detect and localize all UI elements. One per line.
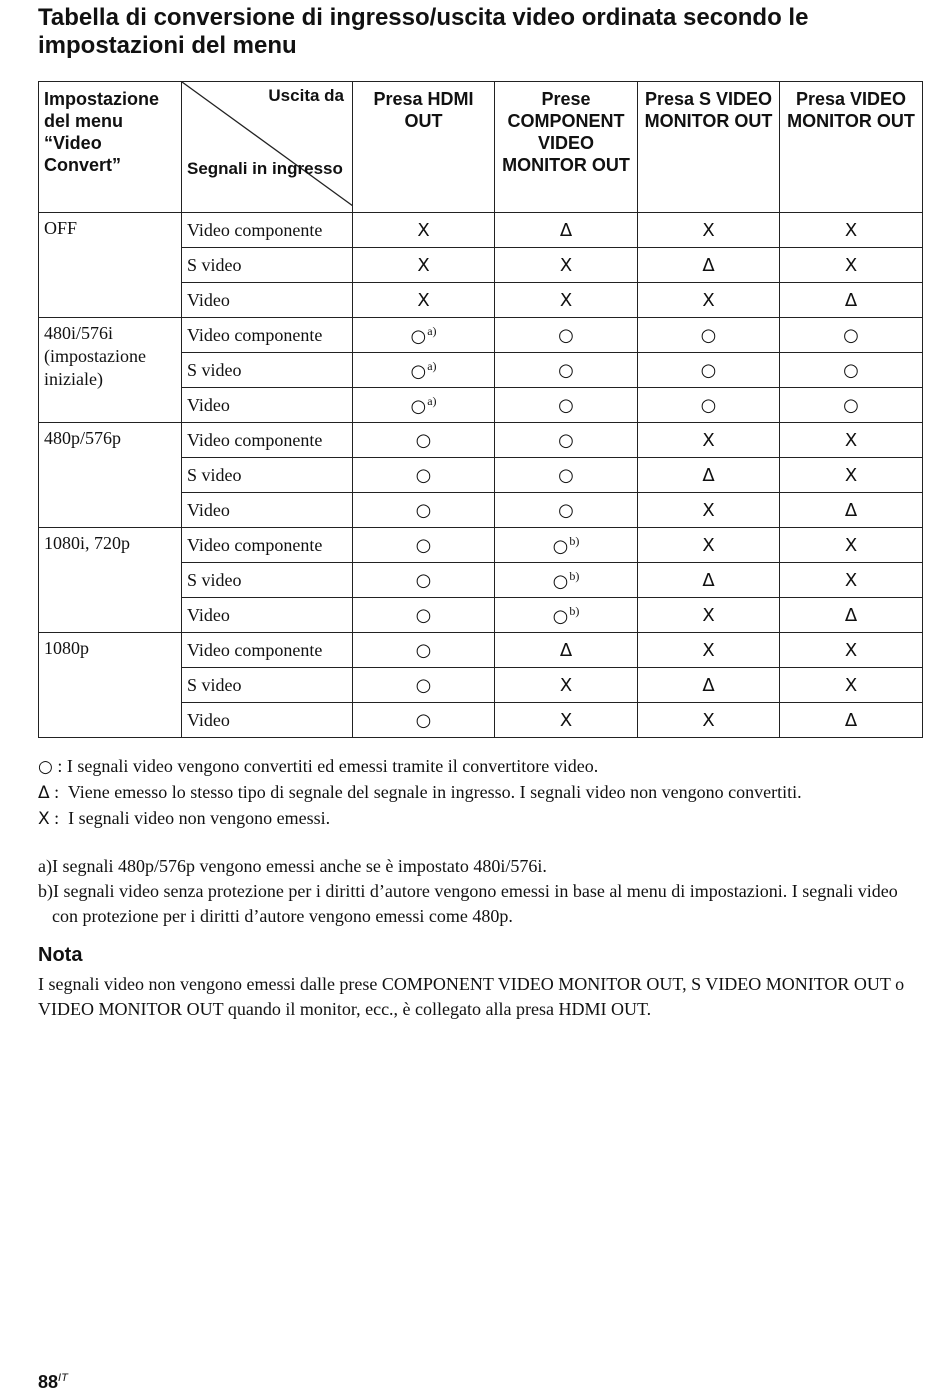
output-symbol: ○ — [552, 570, 569, 592]
input-signal-cell: S video — [182, 458, 353, 493]
output-cell — [353, 668, 495, 703]
output-symbol: X — [559, 674, 573, 696]
output-symbol: Δ — [844, 289, 858, 311]
output-cell — [638, 563, 780, 598]
output-cell — [495, 493, 638, 528]
output-symbol: X — [702, 429, 715, 451]
header-output-video: Presa VIDEO MONITOR OUT — [780, 82, 923, 213]
output-symbol: Δ — [844, 499, 858, 521]
output-cell — [353, 493, 495, 528]
table-row — [39, 213, 923, 248]
cross-icon: X — [38, 809, 50, 829]
output-symbol: X — [844, 534, 858, 556]
nota-text: I segnali video non vengono emessi dalle prese COMPONENT VIDEO MONITOR OUT, S VIDEO MONITOR OUT o VIDEO MONITOR OUT quando il monitor, ecc., è collegato alla presa HDMI OUT. — [38, 974, 905, 1019]
output-symbol: X — [702, 604, 715, 626]
output-symbol: ○ — [415, 604, 432, 626]
output-symbol: ○ — [415, 499, 432, 521]
output-symbol: ○ — [552, 605, 569, 627]
output-cell — [353, 248, 495, 283]
output-cell — [638, 248, 780, 283]
legend-text: Viene emesso lo stesso tipo di segnale del segnale in ingresso. I segnali video non vengono convertiti. — [67, 782, 802, 802]
output-symbol: ○ — [558, 359, 574, 381]
output-symbol: Δ — [702, 464, 715, 486]
page-number — [38, 1372, 68, 1393]
legend — [38, 754, 928, 832]
output-cell — [638, 703, 780, 738]
input-signal-cell: Video componente — [182, 318, 353, 353]
conversion-table — [38, 81, 923, 738]
output-cell — [495, 563, 638, 598]
footnotes — [38, 854, 918, 929]
output-cell — [353, 353, 495, 388]
footnote-marker: b) — [569, 603, 580, 618]
output-symbol: ○ — [558, 499, 574, 521]
output-symbol: ○ — [410, 360, 427, 382]
output-symbol: Δ — [844, 709, 858, 731]
input-signal-cell: Video componente — [182, 633, 353, 668]
output-symbol: X — [417, 219, 430, 241]
output-symbol: ○ — [700, 324, 717, 346]
output-symbol: X — [844, 639, 858, 661]
triangle-icon: Δ — [38, 783, 50, 803]
input-signal-cell: Video — [182, 598, 353, 633]
output-symbol: ○ — [700, 394, 717, 416]
output-symbol: ○ — [700, 359, 717, 381]
output-symbol: ○ — [558, 324, 574, 346]
output-cell — [495, 633, 638, 668]
header-output-svideo: Presa S VIDEO MONITOR OUT — [638, 82, 780, 213]
output-cell — [638, 528, 780, 563]
setting-cell: 1080p — [39, 633, 182, 738]
output-cell — [495, 528, 638, 563]
legend-item: X : I segnali video non vengono emessi. — [38, 806, 928, 832]
output-cell — [495, 213, 638, 248]
output-cell — [638, 318, 780, 353]
output-cell — [353, 423, 495, 458]
output-symbol: Δ — [559, 639, 573, 661]
legend-item: ○ : I segnali video vengono convertiti ed emessi tramite il convertitore video. — [38, 754, 928, 780]
output-cell — [353, 458, 495, 493]
output-symbol: ○ — [415, 709, 432, 731]
header-diagonal-cell — [182, 82, 353, 213]
output-symbol: X — [844, 429, 858, 451]
output-symbol: ○ — [410, 395, 427, 417]
output-cell — [780, 703, 923, 738]
output-symbol: ○ — [410, 325, 427, 347]
input-signal-cell: S video — [182, 353, 353, 388]
output-cell — [638, 353, 780, 388]
output-cell — [780, 458, 923, 493]
table-row — [39, 318, 923, 353]
footnote-a: a)I segnali 480p/576p vengono emessi anche se è impostato 480i/576i. — [38, 856, 547, 876]
output-symbol: Δ — [702, 674, 715, 696]
output-cell — [353, 283, 495, 318]
output-cell — [638, 283, 780, 318]
output-cell — [353, 703, 495, 738]
output-symbol: X — [844, 219, 858, 241]
page-number-value: 88 — [38, 1372, 59, 1392]
header-output-from: Uscita da — [268, 86, 344, 105]
input-signal-cell: Video — [182, 283, 353, 318]
output-symbol: X — [702, 499, 715, 521]
footnote-marker: b) — [569, 568, 580, 583]
output-symbol: ○ — [558, 394, 574, 416]
legend-text: I segnali video vengono convertiti ed emessi tramite il convertitore video. — [66, 756, 599, 776]
output-cell — [638, 423, 780, 458]
output-cell — [780, 388, 923, 423]
output-cell — [780, 283, 923, 318]
output-cell — [638, 598, 780, 633]
table-row — [39, 528, 923, 563]
output-cell — [495, 353, 638, 388]
output-cell — [353, 528, 495, 563]
output-symbol: ○ — [843, 359, 859, 381]
header-output-hdmi: Presa HDMI OUT — [353, 82, 495, 213]
output-cell — [638, 668, 780, 703]
output-symbol: ○ — [558, 429, 574, 451]
input-signal-cell: Video componente — [182, 213, 353, 248]
setting-cell: 1080i, 720p — [39, 528, 182, 633]
output-cell — [495, 248, 638, 283]
output-symbol: X — [559, 709, 573, 731]
output-cell — [780, 423, 923, 458]
output-symbol: ○ — [415, 464, 432, 486]
footnote-marker: a) — [427, 323, 437, 338]
footnote-marker: a) — [427, 358, 437, 373]
table-row — [39, 423, 923, 458]
output-cell — [638, 213, 780, 248]
output-cell — [780, 598, 923, 633]
output-cell — [495, 388, 638, 423]
input-signal-cell: S video — [182, 563, 353, 598]
output-cell — [780, 633, 923, 668]
input-signal-cell: S video — [182, 668, 353, 703]
output-cell — [780, 213, 923, 248]
footnote-marker: a) — [427, 393, 437, 408]
output-cell — [780, 248, 923, 283]
output-cell — [353, 563, 495, 598]
setting-cell: 480i/576i (impostazione iniziale) — [39, 318, 182, 423]
output-symbol: ○ — [843, 394, 859, 416]
output-symbol: ○ — [843, 324, 859, 346]
output-cell — [353, 318, 495, 353]
table-row — [39, 633, 923, 668]
legend-item: Δ : Viene emesso lo stesso tipo di segnale del segnale in ingresso. I segnali video non vengono convertiti. — [38, 780, 928, 806]
output-cell — [780, 668, 923, 703]
output-symbol: Δ — [844, 604, 858, 626]
output-cell — [780, 563, 923, 598]
output-symbol: X — [702, 534, 715, 556]
output-symbol: X — [417, 254, 430, 276]
output-symbol: X — [702, 709, 715, 731]
output-cell — [638, 458, 780, 493]
output-symbol: ○ — [415, 429, 432, 451]
output-symbol: X — [702, 289, 715, 311]
output-symbol: X — [559, 254, 573, 276]
output-cell — [638, 388, 780, 423]
output-symbol: X — [844, 254, 858, 276]
output-symbol: X — [702, 639, 715, 661]
output-cell — [353, 388, 495, 423]
output-cell — [353, 633, 495, 668]
output-symbol: Δ — [702, 569, 715, 591]
legend-text: I segnali video non vengono emessi. — [68, 808, 331, 828]
output-symbol: X — [844, 674, 858, 696]
output-symbol: ○ — [558, 464, 574, 486]
output-symbol: ○ — [415, 534, 432, 556]
header-row — [39, 82, 923, 213]
header-setting: Impostazione del menu “Video Convert” — [39, 82, 182, 213]
input-signal-cell: Video — [182, 493, 353, 528]
output-symbol: X — [417, 289, 430, 311]
table-body — [39, 213, 923, 738]
output-cell — [495, 423, 638, 458]
output-symbol: Δ — [702, 254, 715, 276]
output-cell — [780, 353, 923, 388]
input-signal-cell: S video — [182, 248, 353, 283]
output-cell — [780, 493, 923, 528]
header-input-signals: Segnali in ingresso — [187, 159, 343, 178]
output-cell — [780, 528, 923, 563]
input-signal-cell: Video componente — [182, 423, 353, 458]
input-signal-cell: Video componente — [182, 528, 353, 563]
output-cell — [638, 633, 780, 668]
footnote-b: b)I segnali video senza protezione per i diritti d’autore vengono emessi in base al menu di impostazioni. I segnali video con protezione per i diritti d’autore vengono emessi come 480p. — [38, 881, 898, 926]
output-symbol: Δ — [559, 219, 573, 241]
setting-cell: 480p/576p — [39, 423, 182, 528]
output-cell — [495, 598, 638, 633]
output-cell — [353, 598, 495, 633]
page-number-suffix: IT — [58, 1372, 68, 1384]
setting-cell: OFF — [39, 213, 182, 318]
output-symbol: X — [844, 464, 858, 486]
output-symbol: ○ — [415, 639, 432, 661]
output-cell — [495, 668, 638, 703]
circle-icon: ○ — [38, 757, 53, 777]
output-symbol: X — [702, 219, 715, 241]
output-cell — [495, 458, 638, 493]
output-symbol: X — [559, 289, 573, 311]
output-symbol: X — [844, 569, 858, 591]
output-cell — [495, 318, 638, 353]
nota-heading: Nota — [38, 944, 83, 966]
page-title: Tabella di conversione di ingresso/uscita video ordinata secondo le impostazioni del menu — [38, 4, 809, 59]
header-output-component: Prese COMPONENT VIDEO MONITOR OUT — [495, 82, 638, 213]
input-signal-cell: Video — [182, 703, 353, 738]
output-symbol: ○ — [552, 535, 569, 557]
output-symbol: ○ — [415, 674, 432, 696]
output-cell — [495, 703, 638, 738]
output-cell — [353, 213, 495, 248]
output-symbol: ○ — [415, 569, 432, 591]
input-signal-cell: Video — [182, 388, 353, 423]
output-cell — [495, 283, 638, 318]
output-cell — [780, 318, 923, 353]
output-cell — [638, 493, 780, 528]
footnote-marker: b) — [569, 533, 580, 548]
